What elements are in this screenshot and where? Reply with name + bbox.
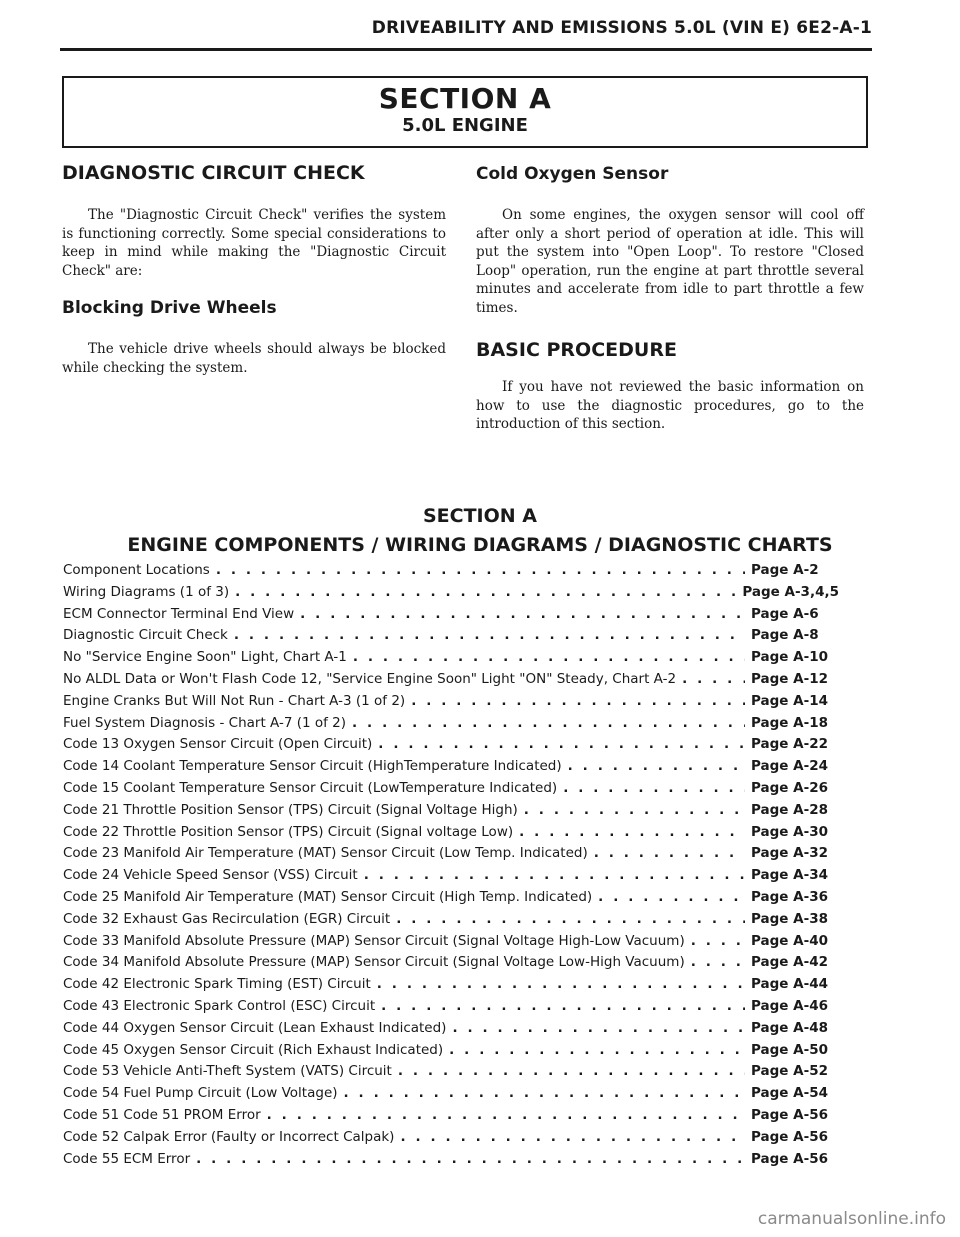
toc-row — [63, 627, 839, 649]
toc-row-page: Page A-56 — [751, 1128, 828, 1145]
toc-row-leader — [235, 584, 736, 600]
basic-procedure-paragraph — [476, 378, 864, 434]
toc-row-label: Code 25 Manifold Air Temperature (MAT) Sensor Circuit (High Temp. Indicated) — [63, 888, 593, 905]
toc-row — [63, 1063, 839, 1085]
toc-row-label: ECM Connector Terminal End View — [63, 605, 295, 622]
toc-row-page: Page A-42 — [751, 954, 828, 971]
toc-row-page: Page A-26 — [751, 779, 828, 796]
toc-row-leader — [691, 954, 745, 970]
toc-row-leader — [691, 933, 745, 949]
toc-row-page: Page A-6 — [751, 605, 819, 622]
toc-row — [63, 758, 839, 780]
toc-row-page: Page A-32 — [751, 845, 828, 862]
toc-row-label: Code 32 Exhaust Gas Recirculation (EGR) Circuit — [63, 910, 391, 927]
toc-row-page: Page A-34 — [751, 867, 828, 884]
toc-row-label: Code 22 Throttle Position Sensor (TPS) Circuit (Signal voltage Low) — [63, 823, 514, 840]
toc-row — [63, 1042, 839, 1064]
toc-row-label: Code 45 Oxygen Sensor Circuit (Rich Exhaust Indicated) — [63, 1041, 444, 1058]
toc-row — [63, 562, 839, 584]
toc-row-leader — [398, 1063, 745, 1079]
toc-row-page: Page A-8 — [751, 627, 819, 644]
toc-row — [63, 780, 839, 802]
toc-row-page: Page A-10 — [751, 649, 828, 666]
toc-row-leader — [267, 1107, 745, 1123]
toc-row — [63, 584, 839, 606]
toc-row-leader — [353, 649, 745, 665]
toc-row — [63, 1020, 839, 1042]
toc-row-leader — [400, 1129, 745, 1145]
toc-row-label: No ALDL Data or Won't Flash Code 12, "Service Engine Soon" Light "ON" Steady, Chart A-2 — [63, 670, 677, 687]
toc-row — [63, 911, 839, 933]
toc-row-leader — [381, 998, 745, 1014]
toc-row-page: Page A-56 — [751, 1106, 828, 1123]
toc-row-page: Page A-12 — [751, 670, 828, 687]
toc-row — [63, 736, 839, 758]
toc-row-leader — [598, 889, 745, 905]
toc-row-page: Page A-48 — [751, 1019, 828, 1036]
toc-row-page: Page A-54 — [751, 1085, 828, 1102]
toc-row-leader — [682, 671, 745, 687]
toc-row-page: Page A-40 — [751, 932, 828, 949]
toc-row-page: Page A-2 — [751, 562, 819, 578]
basic-procedure-heading: BASIC PROCEDURE — [476, 339, 677, 361]
toc-row-page: Page A-24 — [751, 758, 828, 775]
cold-oxygen-sensor-heading: Cold Oxygen Sensor — [476, 164, 669, 184]
toc-row-leader — [449, 1042, 745, 1058]
page-header — [60, 12, 872, 51]
toc-row-leader — [364, 867, 745, 883]
toc-row-label: Code 15 Coolant Temperature Sensor Circuit (LowTemperature Indicated) — [63, 779, 558, 796]
toc-row — [63, 693, 839, 715]
toc-row-page: Page A-56 — [751, 1150, 828, 1167]
toc-row-label: Code 42 Electronic Spark Timing (EST) Circuit — [63, 976, 371, 993]
toc-row — [63, 954, 839, 976]
section-subtitle: 5.0L ENGINE — [402, 115, 528, 136]
toc-row-leader — [563, 780, 745, 796]
toc-row — [63, 889, 839, 911]
toc-row-leader — [377, 976, 745, 992]
toc-row-label: Code 51 Code 51 PROM Error — [63, 1106, 261, 1123]
toc-row-label: Code 14 Coolant Temperature Sensor Circuit (HighTemperature Indicated) — [63, 758, 562, 775]
toc-row — [63, 1129, 839, 1151]
toc-list — [63, 562, 839, 1172]
diagnostic-intro-paragraph — [62, 206, 446, 280]
toc-row-label: Code 24 Vehicle Speed Sensor (VSS) Circuit — [63, 867, 358, 884]
toc-row-page: Page A-46 — [751, 997, 828, 1014]
toc-row-leader — [216, 562, 745, 578]
toc-row — [63, 1085, 839, 1107]
toc-row — [63, 1151, 839, 1173]
toc-row-label: Code 53 Vehicle Anti-Theft System (VATS) Circuit — [63, 1063, 392, 1080]
toc-row — [63, 715, 839, 737]
diagnostic-circuit-check-heading: DIAGNOSTIC CIRCUIT CHECK — [62, 162, 365, 184]
toc-row-leader — [196, 1151, 745, 1167]
toc-row-label: Fuel System Diagnosis - Chart A-7 (1 of 2) — [63, 714, 347, 731]
toc-row-leader — [519, 824, 745, 840]
diagnostic-intro-text: The "Diagnostic Circuit Check" verifies the system is functioning correctly. Some special considerations to keep in mind while making the "Diagnostic Circuit Check" are: — [62, 207, 446, 279]
toc-row-label: Code 43 Electronic Spark Control (ESC) Circuit — [63, 997, 376, 1014]
toc-row-page: Page A-38 — [751, 910, 828, 927]
toc-row-page: Page A-18 — [751, 714, 828, 731]
toc-row-page: Page A-50 — [751, 1041, 828, 1058]
toc-row — [63, 824, 839, 846]
toc-row-leader — [378, 736, 745, 752]
toc-row-leader — [344, 1085, 745, 1101]
toc-row — [63, 606, 839, 628]
toc-row — [63, 867, 839, 889]
toc-title: ENGINE COMPONENTS / WIRING DIAGRAMS / DIAGNOSTIC CHARTS — [127, 534, 833, 556]
toc-row-leader — [452, 1020, 745, 1036]
toc-row-label: Code 55 ECM Error — [63, 1150, 191, 1167]
toc-row-label: Code 23 Manifold Air Temperature (MAT) Sensor Circuit (Low Temp. Indicated) — [63, 845, 588, 862]
basic-procedure-text: If you have not reviewed the basic information on how to use the diagnostic procedures, go to the introduction of this section. — [476, 379, 864, 432]
toc-row-page: Page A-52 — [751, 1063, 828, 1080]
toc-row-page: Page A-28 — [751, 801, 828, 818]
blocking-text: The vehicle drive wheels should always be blocked while checking the system. — [62, 341, 446, 376]
section-title: SECTION A — [378, 82, 552, 115]
toc-row-leader — [594, 845, 745, 861]
blocking-paragraph — [62, 340, 446, 377]
toc-row-label: Code 21 Throttle Position Sensor (TPS) Circuit (Signal Voltage High) — [63, 801, 518, 818]
toc-row — [63, 845, 839, 867]
toc-row-label: Diagnostic Circuit Check — [63, 627, 228, 644]
toc-row-leader — [524, 802, 745, 818]
toc-row-page: Page A-36 — [751, 888, 828, 905]
toc-row-label: Component Locations — [63, 562, 210, 578]
toc-row-label: Engine Cranks But Will Not Run - Chart A-3 (1 of 2) — [63, 692, 406, 709]
toc-row-label: No "Service Engine Soon" Light, Chart A-1 — [63, 649, 347, 666]
toc-row — [63, 802, 839, 824]
toc-row — [63, 933, 839, 955]
section-title-box — [62, 76, 868, 148]
toc-row-label: Code 34 Manifold Absolute Pressure (MAP) Sensor Circuit (Signal Voltage Low-High Vacuum) — [63, 954, 685, 971]
toc-row — [63, 1107, 839, 1129]
toc-row-page: Page A-14 — [751, 692, 828, 709]
toc-row-label: Code 33 Manifold Absolute Pressure (MAP) Sensor Circuit (Signal Voltage High-Low Vacuum) — [63, 932, 685, 949]
toc-row — [63, 649, 839, 671]
toc-row-leader — [300, 606, 745, 622]
toc-row-leader — [411, 693, 745, 709]
toc-row — [63, 671, 839, 693]
toc-row-leader — [396, 911, 745, 927]
cold-oxygen-text: On some engines, the oxygen sensor will cool off after only a short period of operation at idle. This will put the system into "Open Loop". To restore "Closed Loop" operation, run the engine at part throttle several minutes and accelerate from idle to part throttle a few times. — [476, 207, 864, 316]
toc-row-label: Code 44 Oxygen Sensor Circuit (Lean Exhaust Indicated) — [63, 1019, 447, 1036]
blocking-drive-wheels-heading: Blocking Drive Wheels — [62, 298, 277, 318]
toc-row-page: Page A-22 — [751, 736, 828, 753]
toc-section-title: SECTION A — [422, 505, 537, 527]
cold-oxygen-paragraph — [476, 206, 864, 317]
toc-row-page: Page A-44 — [751, 976, 828, 993]
toc-row-label: Code 54 Fuel Pump Circuit (Low Voltage) — [63, 1085, 338, 1102]
toc-row-leader — [352, 715, 745, 731]
toc-row-leader — [568, 758, 745, 774]
toc-row-page: Page A-30 — [751, 823, 828, 840]
toc-row-label: Wiring Diagrams (1 of 3) — [63, 583, 230, 600]
toc-row-page: Page A-3,4,5 — [742, 583, 839, 600]
toc-row — [63, 976, 839, 998]
toc-row-leader — [234, 627, 745, 643]
page-header-title: DRIVEABILITY AND EMISSIONS 5.0L (VIN E) 6E2-A-1 — [371, 18, 872, 38]
toc-row — [63, 998, 839, 1020]
watermark: carmanualsonline.info — [757, 1209, 946, 1229]
toc-row-label: Code 52 Calpak Error (Faulty or Incorrect Calpak) — [63, 1128, 395, 1145]
toc-row-label: Code 13 Oxygen Sensor Circuit (Open Circuit) — [63, 736, 373, 753]
